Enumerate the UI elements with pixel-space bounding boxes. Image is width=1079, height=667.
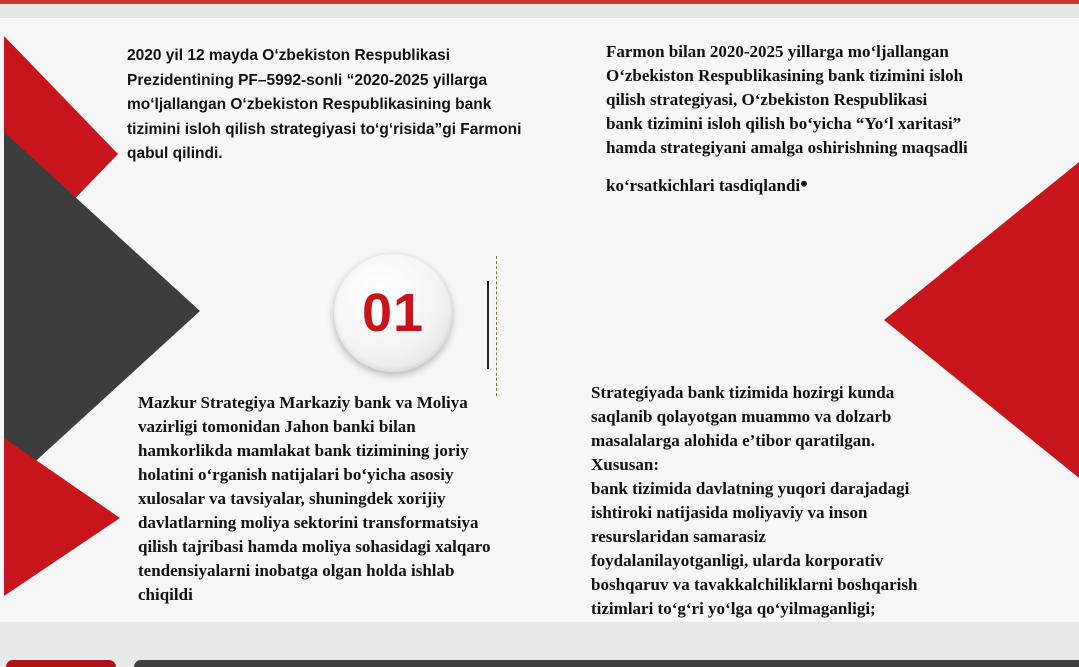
badge-number: 01 <box>361 283 425 343</box>
left-red-triangle-bottom <box>4 438 120 596</box>
dashed-divider <box>496 256 497 396</box>
top-accent-strip <box>0 0 1079 4</box>
bullet-mark: • <box>800 171 808 196</box>
text-block-strategy-origin: Mazkur Strategiya Markaziy bank va Moliya vazirligi tomonidan Jahon banki bilan hamkorlikda mamlakat bank tizimining joriy holatini o‘rganish natijalari bo‘yicha asosiy xulosalar va tavsiyalar, shuningdek xorijiy davlatlarning moliya sektorini transformatsiya qilish tajribasi hamda moliya sohasidagi xalqaro tendensiyalarni inobatga olgan holda ishlab chiqildi <box>138 393 491 604</box>
next-slide-red-shape <box>6 660 116 667</box>
text-cursor <box>487 281 489 369</box>
text-block-roadmap: Farmon bilan 2020-2025 yillarga mo‘ljallangan O‘zbekiston Respublikasining bank tizimini isloh qilish strategiyasi, O‘zbekiston Respublikasi bank tizimini isloh qilish bo‘yicha “Yo‘l xaritasi” hamda strategiyani amalga oshirishning maqsadli <box>606 42 968 157</box>
text-block-decree: 2020 yil 12 mayda O‘zbekiston Respublikasi Prezidentining PF–5992-sonli “2020-2025 yillarga mo‘ljallangan O‘zbekiston Respublikasining bank tizimini isloh qilish strategiyasi to‘g‘risida”gi Farmoni qabul qilindi. <box>127 47 522 162</box>
number-badge <box>334 254 452 372</box>
text-block-roadmap-tail <box>606 172 906 198</box>
text-roadmap-tail-words: ko‘rsatkichlari tasdiqlandi <box>606 176 801 195</box>
slide-panel <box>0 18 1079 622</box>
next-slide-dark-shape <box>134 660 1079 667</box>
text-block-strategy-issues: Strategiyada bank tizimida hozirgi kunda saqlanib qolayotgan muammo va dolzarb masalalarga alohida e’tibor qaratilgan. Xususan: bank tizimida davlatning yuqori darajadagi ishtiroki natijasida moliyaviy va inson resurslaridan samarasiz foydalanilayotganligi, ularda korporativ boshqaruv va tavakkalchiliklarni boshqarish tizimlari to‘g‘ri yo‘lga qo‘yilmaganligi; <box>591 383 918 618</box>
